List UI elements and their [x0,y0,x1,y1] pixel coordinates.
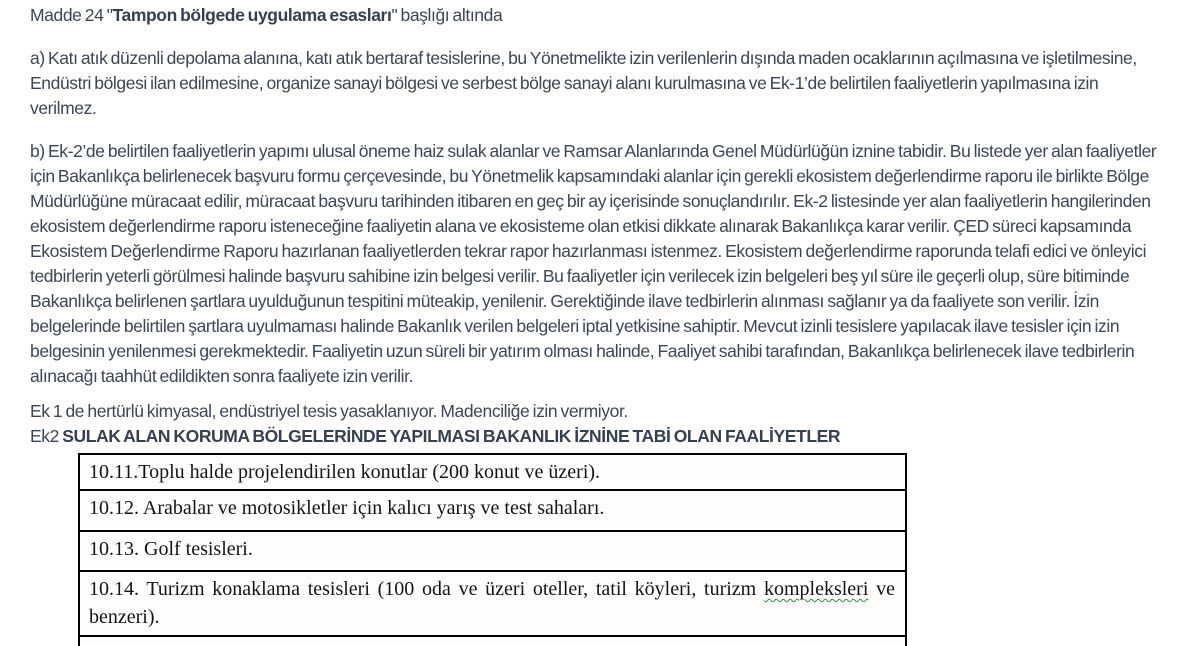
table-row [79,490,906,531]
table-row-partial-clipped [79,636,906,646]
table-cell-10-14-text-end: ve benzeri). [89,578,895,628]
paragraph-a: a) Katı atık düzenli depolama alanına, katı atık bertaraf tesislerine, bu Yönetmelikte izin verilenlerin dışında maden ocaklarının açılmasına ve işletilmesine, Endüstri bölgesi ilan edilmesine, organize sanayi bölgesi ve serbest bölge sanayi alanı kurulmasına ve Ek-1’de belirtilen faaliyetlerin yapılmasına izin verilmez. [30,48,1137,118]
table-cell-10-14 [79,571,906,636]
note-ek2 [30,424,1165,449]
paragraph-b: b) Ek-2’de belirtilen faaliyetlerin yapımı ulusal öneme haiz sulak alanlar ve Ramsar Alanlarında Genel Müdürlüğün iznine tabidir. Bu listede yer alan faaliyetler için Bakanlıkça belirlenecek başvuru formu çerçevesinde, bu Yönetmelik kapsamındaki alanlar için gerekli ekosistem değerlendirme raporu ile birlikte Bölge Müdürlüğüne müracaat edilir, müracaat başvuru tarihinden itibaren en geç bir ay içerisinde sonuçlandırılır. Ek-2 listesinde yer alan faaliyetlerin hangilerinden ekosistem değerlendirme raporu isteneceğine faaliyetin alana ve ekosisteme olan etkisi dikkate alınarak Bakanlıkça karar verilir. ÇED süreci kapsamında Ekosistem Değerlendirme Raporu hazırlanan faaliyetlerden tekrar rapor hazırlanması istenmez. Ekosistem değerlendirme raporunda telafi edici ve önleyici tedbirlerin yeterli görülmesi halinde başvuru sahibine izin belgesi verilir. Bu faaliyetler için verilecek izin belgeleri beş yıl süre ile geçerli olup, süre bitiminde Bakanlıkça belirlenen şartlara uyulduğunun tespitini müteakip, yenilenir. Gerektiğinde ilave tedbirlerin alınması sağlanır ya da faaliyete son verilir. İzin belgelerinde belirtilen şartlara uyulmaması halinde Bakanlık verilen belgeleri iptal yetkisine sahiptir. Mevcut izinli tesislere yapılacak ilave tesisler için izin belgesinin yenilenmesi gerekmektedir. Faaliyetin uzun süreli bir yatırım olması halinde, Faaliyet sahibi tarafından, Bakanlıkça belirlenecek ilave tedbirlerin alınacağı taahhüt edildikten sonra faaliyete izin verilir. [30,141,1157,386]
table-row [79,454,906,490]
article-heading-suffix: " başlığı altında [391,5,503,25]
table-cell-10-14-text-start: 10.14. Turizm konaklama tesisleri (100 oda ve üzeri oteller, tatil köyleri, turizm [89,578,764,600]
table-cell-10-11: 10.11.Toplu halde projelendirilen konutlar (200 konut ve üzeri). [79,454,906,490]
table-row [79,571,906,636]
article-heading-bold-title: Tampon bölgede uygulama esasları [112,5,392,25]
article-heading [30,3,1165,28]
table-row [79,531,906,571]
note-ek1: Ek 1 de hertürlü kimyasal, endüstriyel tesis yasaklanıyor. Madenciliğe izin vermiyor. [30,401,628,421]
ek2-activities-table [78,453,907,646]
table-cell-10-13: 10.13. Golf tesisleri. [79,531,906,571]
article-heading-prefix: Madde 24 " [30,5,113,25]
spellcheck-underlined-word: kompleksleri [763,578,869,600]
note-ek2-prefix: Ek2 [30,426,63,446]
table-cell-empty-clipped [79,636,906,646]
table-cell-10-12: 10.12. Arabalar ve motosikletler için kalıcı yarış ve test sahaları. [79,490,906,531]
note-ek2-title: SULAK ALAN KORUMA BÖLGELERİNDE YAPILMASI BAKANLIK İZNİNE TABİ OLAN FAALİYETLER [62,426,841,446]
